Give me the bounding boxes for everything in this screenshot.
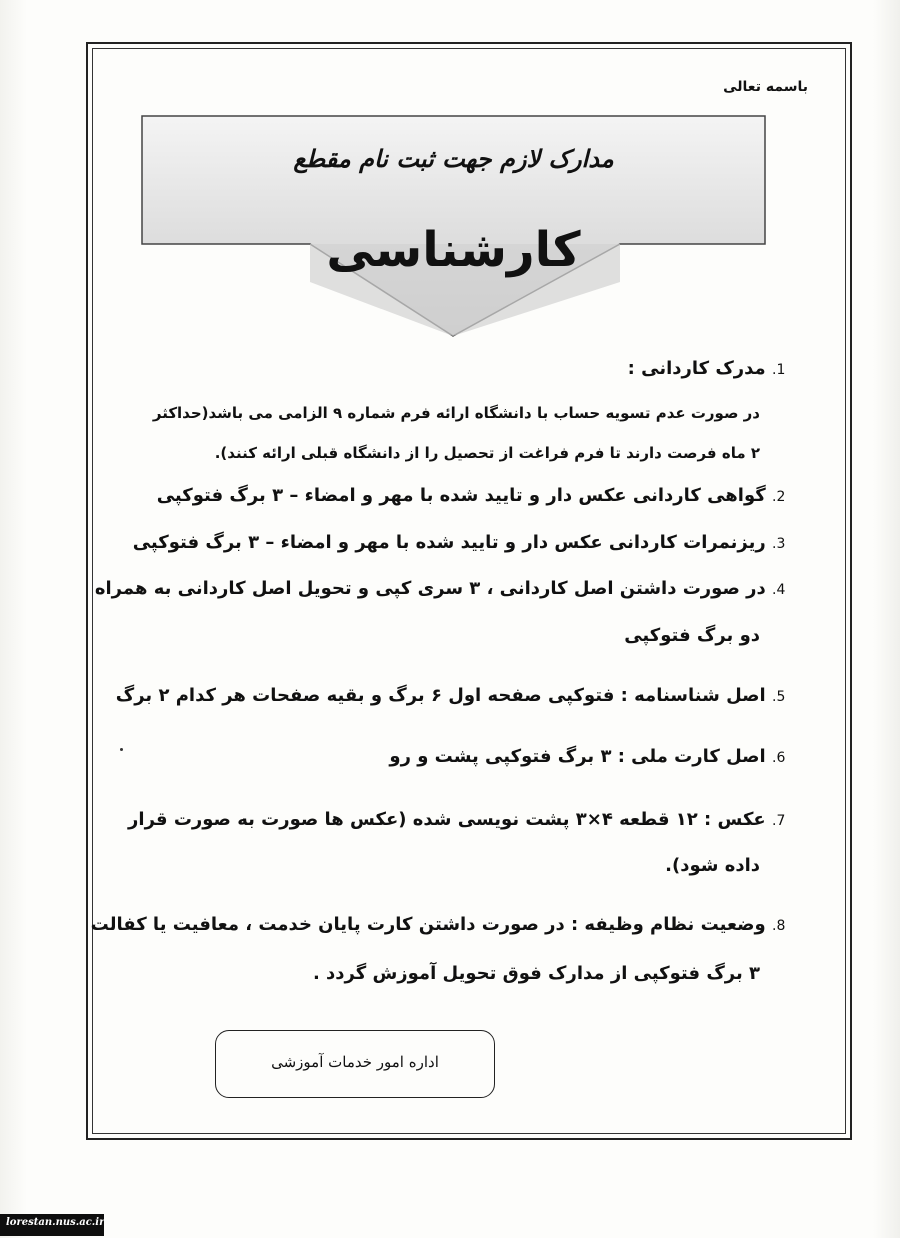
item-text: اصل شناسنامه : فتوکپی صفحه اول ۶ برگ و بقیه صفحات هر کدام ۲ برگ xyxy=(115,685,766,706)
list-item xyxy=(116,684,800,709)
item-number: 2. xyxy=(772,489,786,505)
item-number: 6. xyxy=(772,750,786,766)
list-item-note xyxy=(215,441,760,465)
item-text: ریزنمرات کاردانی عکس دار و تایید شده با مهر و امضاء – ۳ برگ فتوکپی xyxy=(132,532,766,553)
list-item xyxy=(133,531,800,556)
item-text: وضعیت نظام وظیفه : در صورت داشتن کارت پایان خدمت ، معافیت یا کفالت xyxy=(90,914,766,935)
list-item-continuation xyxy=(624,624,760,648)
item-text: گواهی کاردانی عکس دار و تایید شده با مهر و امضاء – ۳ برگ فتوکپی xyxy=(156,485,766,506)
basmala-heading: باسمه تعالی xyxy=(723,79,808,95)
list-item xyxy=(91,913,800,938)
list-item xyxy=(95,577,800,602)
item-text: عکس : ۱۲ قطعه ۴×۳ پشت نویسی شده (عکس ها صورت به صورت قرار xyxy=(128,809,766,830)
item-text: داده شود). xyxy=(665,855,760,876)
item-number: 8. xyxy=(772,918,786,934)
title-banner xyxy=(140,114,767,339)
item-number: 4. xyxy=(772,582,786,598)
list-item-continuation xyxy=(313,962,760,986)
item-number: 1. xyxy=(772,362,786,378)
note-line-2: ۲ ماه فرصت دارند تا فرم فراغت از تحصیل را از دانشگاه قبلی ارائه کنند). xyxy=(214,444,760,462)
item-number: 5. xyxy=(772,689,786,705)
item-text: اصل کارت ملی : ۳ برگ فتوکپی پشت و رو xyxy=(389,746,766,767)
item-number: 3. xyxy=(772,536,786,552)
site-watermark: lorestan.nus.ac.ir xyxy=(0,1214,104,1236)
note-line-1: در صورت عدم تسویه حساب با دانشگاه ارائه فرم شماره ۹ الزامی می باشد(حداکثر xyxy=(152,404,760,422)
item-text: دو برگ فتوکپی xyxy=(624,625,760,646)
item-text: در صورت داشتن اصل کاردانی ، ۳ سری کپی و تحویل اصل کاردانی به همراه xyxy=(94,578,766,599)
item-text: ۳ برگ فتوکپی از مدارک فوق تحویل آموزش گردد . xyxy=(312,963,760,984)
list-item xyxy=(128,808,800,833)
list-item xyxy=(389,745,800,770)
banner-title: کارشناسی xyxy=(326,222,581,278)
office-box xyxy=(215,1030,495,1098)
list-item-continuation xyxy=(665,854,760,878)
item-number: 7. xyxy=(772,813,786,829)
list-item-note xyxy=(153,401,760,425)
office-name: اداره امور خدمات آموزشی xyxy=(271,1053,439,1071)
list-item xyxy=(628,357,800,382)
banner-subtitle: مدارک لازم جهت ثبت نام مقطع xyxy=(293,144,614,173)
list-item xyxy=(157,484,800,509)
scan-speck xyxy=(120,748,123,751)
item-text: مدرک کاردانی : xyxy=(627,358,766,379)
